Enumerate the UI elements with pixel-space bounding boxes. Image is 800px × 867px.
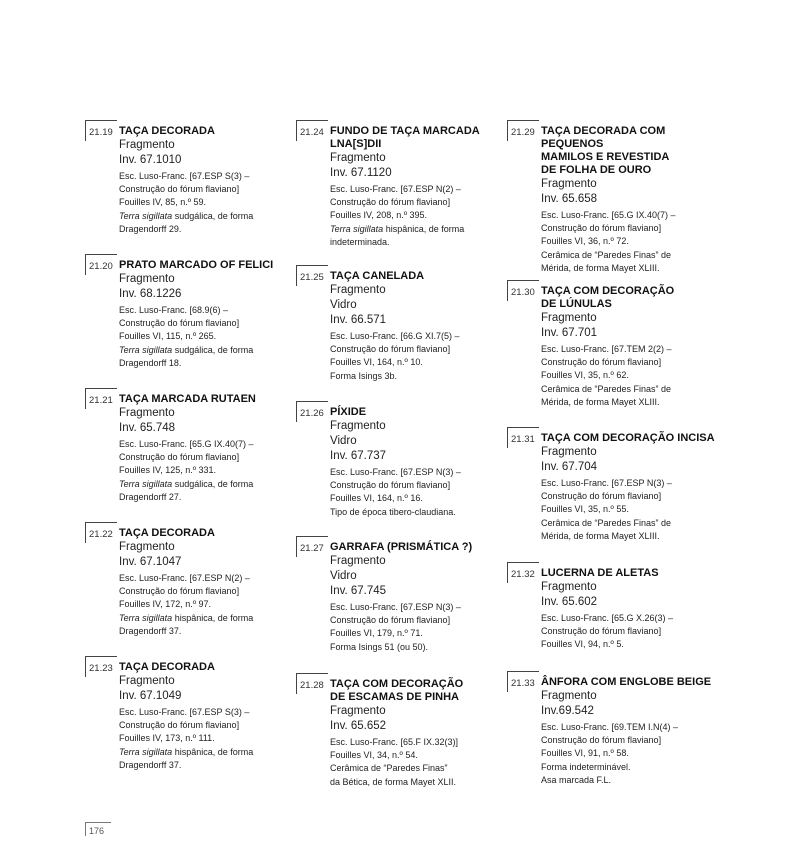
entry-number: 21.21 (85, 388, 117, 409)
entry-number: 21.22 (85, 522, 117, 543)
entry-title: TAÇA DECORADA (119, 661, 215, 673)
entry-inventory: Inv. 65.748 (119, 422, 176, 434)
entry-reference: Esc. Luso-Franc. [67.ESP N(3) – Construção do fórum flaviano] Fouilles VI, 179, n.º 71. (330, 602, 461, 639)
entry-note (541, 761, 721, 787)
entry-inventory: Inv.69.542 (541, 705, 594, 717)
entry-reference: Esc. Luso-Franc. [67.ESP N(3) – Construção do fórum flaviano] Fouilles VI, 35, n.º 55. (541, 478, 672, 515)
entry-note (119, 478, 299, 504)
entry-note (330, 370, 510, 383)
entry-note (541, 249, 721, 275)
entry-inventory: Inv. 67.1049 (119, 690, 182, 702)
entry-reference: Esc. Luso-Franc. [67.ESP S(3) – Construção do fórum flaviano] Fouilles IV, 173, n.º 111. (119, 707, 250, 744)
entry-number: 21.30 (507, 280, 539, 301)
entry-number: 21.25 (296, 265, 328, 286)
entry-note-italic: Terra sigillata (119, 210, 173, 221)
entry-type: Fragmento (330, 284, 386, 296)
entry-body (119, 388, 299, 504)
entry-note (119, 344, 299, 370)
entry-number: 21.19 (85, 120, 117, 141)
entry-title: TAÇA DECORADA COM PEQUENOS MAMILOS E REVESTIDA DE FOLHA DE OURO (541, 125, 670, 176)
entry-inventory: Inv. 67.1047 (119, 556, 182, 568)
entry-inventory: Inv. 65.652 (330, 720, 387, 732)
entry-note-text: Cerâmica de “Paredes Finas” de Mérida, de forma Mayet XLIII. (541, 383, 672, 407)
entry-type: Fragmento (541, 446, 597, 458)
entry-note-text: sudgálica, de forma Dragendorff 29. (119, 210, 254, 234)
entry-type: Fragmento (119, 273, 175, 285)
entry-title: GARRAFA (PRISMÁTICA ?) (330, 541, 473, 553)
entry-body (330, 673, 510, 789)
entry-inventory: Inv. 67.745 (330, 585, 387, 597)
entry-inventory: Inv. 68.1226 (119, 288, 182, 300)
entry-type: Fragmento (330, 705, 386, 717)
entry-note (330, 223, 510, 249)
entry-note-text: Forma indeterminável. Asa marcada F.L. (541, 761, 631, 785)
entry-reference: Esc. Luso-Franc. [65.G IX.40(7) – Construção do fórum flaviano] Fouilles VI, 36, n.º 72. (541, 210, 676, 247)
entry-title: TAÇA COM DECORAÇÃO INCISA (541, 432, 715, 444)
entry-body (119, 254, 299, 370)
entry-reference: Esc. Luso-Franc. [68.9(6) – Construção do fórum flaviano] Fouilles VI, 115, n.º 265. (119, 305, 240, 342)
entry-note (119, 612, 299, 638)
entry-body (541, 280, 721, 409)
entry-note-italic: Terra sigillata (119, 612, 173, 623)
entry-inventory: Inv. 67.704 (541, 461, 598, 473)
entry-note-text: Tipo de época tibero-claudiana. (330, 506, 456, 517)
entry-number: 21.23 (85, 656, 117, 677)
entry-note (119, 746, 299, 772)
entry-type: Fragmento (330, 420, 386, 432)
entry-body (330, 120, 510, 249)
entry-body (541, 671, 721, 787)
entry-body (119, 120, 299, 236)
entry-inventory: Inv. 65.602 (541, 596, 598, 608)
entry-reference: Esc. Luso-Franc. [65.F IX.32(3)] Fouilles VI, 34, n.º 54. (330, 737, 459, 761)
entry-note-text: sudgálica, de forma Dragendorff 27. (119, 478, 254, 502)
entry-reference: Esc. Luso-Franc. [67.TEM 2(2) – Construção do fórum flaviano] Fouilles VI, 35, n.º 62. (541, 344, 672, 381)
entry-number: 21.27 (296, 536, 328, 557)
entry-note-text: Cerâmica de “Paredes Finas” de Mérida, de forma Mayet XLIII. (541, 249, 672, 273)
entry-title: TAÇA DECORADA (119, 125, 215, 137)
entry-inventory: Inv. 67.1010 (119, 154, 182, 166)
entry-note-italic: Terra sigillata (119, 344, 173, 355)
entry-number: 21.31 (507, 427, 539, 448)
entry-type: Fragmento (119, 139, 175, 151)
entry-note-text: hispânica, de forma Dragendorff 37. (119, 746, 254, 770)
entry-note (119, 210, 299, 236)
entry-title: LUCERNA DE ALETAS (541, 567, 659, 579)
entry-note (541, 517, 721, 543)
entry-title: TAÇA DECORADA (119, 527, 215, 539)
entry-number: 21.28 (296, 673, 328, 694)
entry-body (330, 265, 510, 383)
entry-inventory: Inv. 66.571 (330, 314, 387, 326)
entry-inventory: Inv. 67.737 (330, 450, 387, 462)
entry-type: Fragmento (330, 152, 386, 164)
entry-title: PÍXIDE (330, 406, 367, 418)
entry-number: 21.20 (85, 254, 117, 275)
entry-body (541, 427, 721, 543)
entry-note-text: hispânica, de forma indeterminada. (330, 223, 465, 247)
entry-inventory: Inv. 67.701 (541, 327, 598, 339)
entry-number: 21.26 (296, 401, 328, 422)
entry-note (330, 641, 510, 654)
entry-reference: Esc. Luso-Franc. [67.ESP S(3) – Construção do fórum flaviano] Fouilles IV, 85, n.º 59. (119, 171, 250, 208)
entry-title: TAÇA COM DECORAÇÃO DE LÚNULAS (541, 285, 675, 310)
entry-note-text: hispânica, de forma Dragendorff 37. (119, 612, 254, 636)
entry-note (541, 383, 721, 409)
entry-note-text: Forma Isings 51 (ou 50). (330, 641, 429, 652)
entry-title: TAÇA COM DECORAÇÃO DE ESCAMAS DE PINHA (330, 678, 464, 703)
entry-title: PRATO MARCADO OF FELICI (119, 259, 274, 271)
entry-reference: Esc. Luso-Franc. [69.TEM I.N(4) – Construção do fórum flaviano] Fouilles VI, 91, n.º 58. (541, 722, 679, 759)
entry-body (330, 401, 510, 519)
entry-body (330, 536, 510, 654)
entry-reference: Esc. Luso-Franc. [65.G IX.40(7) – Construção do fórum flaviano] Fouilles IV, 125, n.º 331. (119, 439, 254, 476)
entry-type: Fragmento (541, 178, 597, 190)
entry-note-text: Cerâmica de “Paredes Finas” da Bética, de forma Mayet XLII. (330, 763, 457, 787)
entry-body (541, 562, 721, 652)
entry-type: Fragmento (541, 312, 597, 324)
entry-body (541, 120, 721, 275)
entry-material: Vidro (330, 299, 357, 311)
entry-reference: Esc. Luso-Franc. [67.ESP N(3) – Construção do fórum flaviano] Fouilles VI, 164, n.º 16. (330, 467, 461, 504)
entry-type: Fragmento (541, 690, 597, 702)
entry-inventory: Inv. 65.658 (541, 193, 598, 205)
entry-reference: Esc. Luso-Franc. [67.ESP N(2) – Construção do fórum flaviano] Fouilles IV, 208, n.º 395. (330, 184, 461, 221)
entry-title: TAÇA MARCADA RUTAEN (119, 393, 256, 405)
entry-type: Fragmento (119, 407, 175, 419)
entry-type: Fragmento (541, 581, 597, 593)
entry-number: 21.32 (507, 562, 539, 583)
entry-title: ÂNFORA COM ENGLOBE BEIGE (541, 676, 712, 688)
entry-material: Vidro (330, 570, 357, 582)
entry-title: FUNDO DE TAÇA MARCADA LNA[S]DII (330, 125, 480, 150)
entry-type: Fragmento (119, 541, 175, 553)
entry-type: Fragmento (330, 555, 386, 567)
entry-number: 21.29 (507, 120, 539, 141)
entry-body (119, 656, 299, 772)
entry-note (330, 506, 510, 519)
entry-note (330, 762, 510, 788)
entry-material: Vidro (330, 435, 357, 447)
entry-note-italic: Terra sigillata (119, 746, 173, 757)
entry-note-text: sudgálica, de forma Dragendorff 18. (119, 344, 254, 368)
entry-inventory: Inv. 67.1120 (330, 167, 392, 179)
entry-reference: Esc. Luso-Franc. [67.ESP N(2) – Construção do fórum flaviano] Fouilles IV, 172, n.º 97. (119, 573, 250, 610)
entry-title: TAÇA CANELADA (330, 270, 425, 282)
entry-note-text: Forma Isings 3b. (330, 370, 398, 381)
entry-reference: Esc. Luso-Franc. [66.G XI.7(5) – Construção do fórum flaviano] Fouilles VI, 164, n.º 10. (330, 331, 460, 368)
entry-type: Fragmento (119, 675, 175, 687)
page-number: 176 (85, 822, 111, 836)
entry-number: 21.33 (507, 671, 539, 692)
entry-reference: Esc. Luso-Franc. [65.G X.26(3) – Construção do fórum flaviano] Fouilles VI, 94, n.º 5. (541, 613, 674, 650)
entry-number: 21.24 (296, 120, 328, 141)
entry-note-italic: Terra sigillata (330, 223, 384, 234)
entry-note-italic: Terra sigillata (119, 478, 173, 489)
entry-note-text: Cerâmica de “Paredes Finas” de Mérida, de forma Mayet XLIII. (541, 517, 672, 541)
entry-body (119, 522, 299, 638)
